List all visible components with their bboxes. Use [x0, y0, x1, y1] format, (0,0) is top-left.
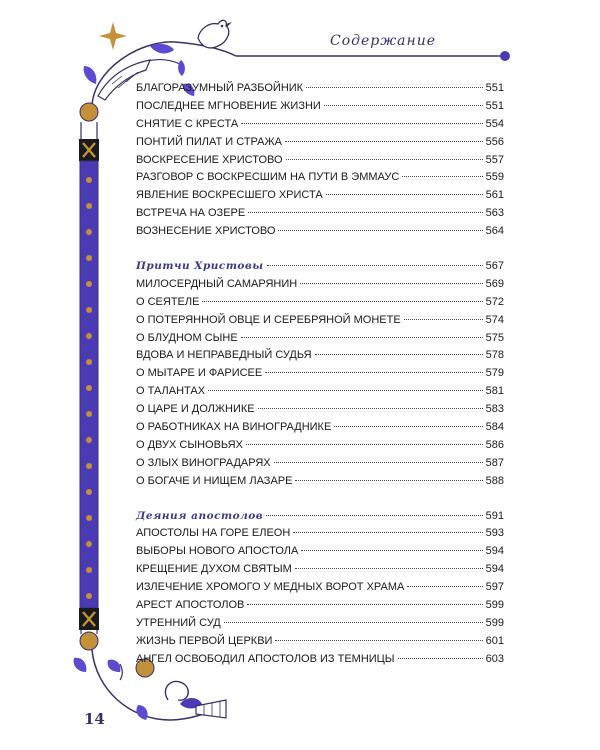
toc-entry-label: ВЫБОРЫ НОВОГО АПОСТОЛА [136, 545, 299, 558]
toc-leader-dots [402, 175, 482, 177]
toc-leader-dots [278, 229, 482, 231]
toc-leader-dots [293, 531, 482, 533]
toc-entry-label: О ЗЛЫХ ВИНОГРАДАРЯХ [136, 456, 271, 469]
star-icon [99, 22, 127, 50]
leaf-icon [136, 705, 147, 720]
leaf-icon [84, 66, 97, 84]
toc-leader-dots [334, 425, 482, 427]
toc-entry-label: АРЕСТ АПОСТОЛОВ [136, 599, 245, 612]
toc-entry-label: ПОСЛЕДНЕЕ МГНОВЕНИЕ ЖИЗНИ [136, 99, 321, 112]
toc-entry[interactable] [136, 543, 504, 561]
toc-leader-dots [407, 585, 482, 587]
toc-page-number: 587 [485, 456, 504, 469]
toc-leader-dots [324, 104, 483, 106]
toc-page-number: 572 [485, 295, 504, 308]
toc-entry[interactable] [136, 419, 504, 437]
toc-entry-label: О МЫТАРЕ И ФАРИСЕЕ [136, 367, 263, 380]
toc-entry[interactable] [136, 579, 504, 597]
toc-entry-label: О СЕЯТЕЛЕ [136, 295, 200, 308]
toc-entry-label: АПОСТОЛЫ НА ГОРЕ ЕЛЕОН [136, 527, 291, 540]
gold-bead-icon [80, 103, 98, 121]
swirl-icon [165, 681, 188, 700]
toc-entry[interactable] [136, 561, 504, 579]
toc-leader-dots [301, 549, 482, 551]
toc-entry-label: АНГЕЛ ОСВОБОДИЛ АПОСТОЛОВ ИЗ ТЕМНИЦЫ [136, 652, 395, 665]
section-gap [136, 491, 504, 508]
toc-entry-label: О ЦАРЕ И ДОЛЖНИКЕ [136, 403, 255, 416]
toc-page-number: 599 [485, 616, 504, 629]
toc-page-number: 557 [485, 153, 504, 166]
toc-leader-dots [248, 211, 482, 213]
toc-leader-dots [208, 389, 483, 391]
toc-entry[interactable] [136, 223, 504, 241]
toc-entry[interactable] [136, 525, 504, 543]
toc-leader-dots [266, 514, 482, 516]
toc-section-heading[interactable] [136, 508, 504, 526]
toc-leader-dots [202, 300, 482, 302]
toc-leader-dots [398, 657, 483, 659]
leaf-icon [178, 60, 185, 76]
toc-page-number: 567 [485, 260, 504, 273]
toc-entry[interactable] [136, 80, 504, 98]
table-of-contents [136, 80, 504, 669]
toc-entry-label: ВОЗНЕСЕНИЕ ХРИСТОВО [136, 225, 276, 238]
toc-leader-dots [275, 639, 482, 641]
toc-page-number: 603 [485, 652, 504, 665]
toc-entry-label: ВСТРЕЧА НА ОЗЕРЕ [136, 207, 246, 220]
toc-entry-label: РАЗГОВОР С ВОСКРЕСШИМ НА ПУТИ В ЭММАУС [136, 171, 400, 184]
toc-entry-label: О ТАЛАНТАХ [136, 385, 206, 398]
toc-page-number: 588 [485, 474, 504, 487]
toc-entry[interactable] [136, 152, 504, 170]
toc-page-number: 554 [485, 117, 504, 130]
toc-entry[interactable] [136, 651, 504, 669]
toc-page-number: 597 [485, 581, 504, 594]
toc-leader-dots [274, 461, 483, 463]
toc-leader-dots [300, 282, 482, 284]
toc-leader-dots [315, 353, 483, 355]
toc-leader-dots [326, 193, 483, 195]
toc-page-number: 594 [485, 545, 504, 558]
toc-page-number: 575 [485, 331, 504, 344]
toc-page-number: 601 [485, 634, 504, 647]
toc-entry[interactable] [136, 597, 504, 615]
page-header-title: Содержание [330, 33, 437, 49]
toc-entry-label: КРЕЩЕНИЕ ДУХОМ СВЯТЫМ [136, 563, 292, 576]
leaf-icon [150, 44, 174, 54]
toc-page-number: 564 [485, 225, 504, 238]
toc-entry[interactable] [136, 365, 504, 383]
toc-entry[interactable] [136, 276, 504, 294]
toc-leader-dots [247, 603, 482, 605]
toc-entry[interactable] [136, 205, 504, 223]
toc-entry-label: ВДОВА И НЕПРАВЕДНЫЙ СУДЬЯ [136, 349, 312, 362]
section-gap [136, 241, 504, 258]
toc-entry-label: О ПОТЕРЯННОЙ ОВЦЕ И СЕРЕБРЯНОЙ МОНЕТЕ [136, 313, 401, 326]
toc-page-number: 569 [485, 277, 504, 290]
leaf-icon [108, 660, 121, 672]
toc-heading-label: Деяния апостолов [136, 509, 264, 522]
toc-section-heading[interactable] [136, 258, 504, 276]
bird-icon [198, 20, 232, 48]
toc-entry-label: БЛАГОРАЗУМНЫЙ РАЗБОЙНИК [136, 82, 304, 94]
blue-band [80, 161, 98, 608]
toc-leader-dots [265, 371, 482, 373]
toc-leader-dots [241, 336, 483, 338]
toc-entry-label: О БОГАЧЕ И НИЩЕМ ЛАЗАРЕ [136, 474, 293, 487]
toc-page-number: 591 [485, 509, 504, 522]
toc-leader-dots [295, 567, 483, 569]
toc-entry[interactable] [136, 347, 504, 365]
toc-entry[interactable] [136, 169, 504, 187]
toc-page-number: 599 [485, 599, 504, 612]
toc-page-number: 574 [485, 313, 504, 326]
toc-entry-label: ЖИЗНЬ ПЕРВОЙ ЦЕРКВИ [136, 634, 273, 647]
toc-leader-dots [404, 318, 483, 320]
toc-entry[interactable] [136, 633, 504, 651]
toc-leader-dots [246, 443, 483, 445]
toc-leader-dots [285, 140, 483, 142]
toc-page-number: 593 [485, 527, 504, 540]
toc-entry[interactable] [136, 134, 504, 152]
toc-entry[interactable] [136, 98, 504, 116]
toc-entry-label: УТРЕННИЙ СУД [136, 616, 221, 629]
toc-entry[interactable] [136, 437, 504, 455]
toc-entry-label: ИЗЛЕЧЕНИЕ ХРОМОГО У МЕДНЫХ ВОРОТ ХРАМА [136, 581, 405, 594]
toc-entry[interactable] [136, 401, 504, 419]
toc-page-number: 578 [485, 349, 504, 362]
toc-page-number: 559 [485, 171, 504, 184]
toc-page-number: 586 [485, 438, 504, 451]
toc-leader-dots [258, 407, 483, 409]
toc-leader-dots [267, 264, 483, 266]
toc-entry[interactable] [136, 312, 504, 330]
toc-page-number: 563 [485, 207, 504, 220]
toc-entry-label: ЯВЛЕНИЕ ВОСКРЕСШЕГО ХРИСТА [136, 189, 323, 202]
toc-page-number: 561 [485, 189, 504, 202]
header-rule-dot-icon [500, 51, 510, 61]
toc-entry-label: ВОСКРЕСЕНИЕ ХРИСТОВО [136, 153, 283, 166]
toc-entry-label: СНЯТИЕ С КРЕСТА [136, 117, 239, 130]
toc-leader-dots [295, 479, 482, 481]
page-number: 14 [84, 710, 105, 728]
gold-bead-icon [80, 632, 98, 650]
toc-entry[interactable] [136, 455, 504, 473]
toc-page-number: 583 [485, 403, 504, 416]
toc-page-number: 551 [485, 82, 504, 94]
toc-leader-dots [286, 158, 483, 160]
toc-page-number: 594 [485, 563, 504, 576]
toc-entry[interactable] [136, 615, 504, 633]
toc-page-number: 551 [485, 99, 504, 112]
toc-leader-dots [241, 122, 482, 124]
toc-page-number: 581 [485, 385, 504, 398]
toc-entry-label: ПОНТИЙ ПИЛАТ И СТРАЖА [136, 135, 282, 148]
toc-page-number: 584 [485, 421, 504, 434]
toc-entry[interactable] [136, 330, 504, 348]
toc-leader-dots [224, 621, 483, 623]
toc-page-number: 579 [485, 367, 504, 380]
toc-entry-label: О ДВУХ СЫНОВЬЯХ [136, 438, 243, 451]
toc-page-number: 556 [485, 135, 504, 148]
toc-heading-label: Притчи Христовы [136, 260, 264, 273]
toc-entry[interactable] [136, 383, 504, 401]
toc-entry[interactable] [136, 294, 504, 312]
leaf-icon [74, 658, 87, 672]
toc-entry-label: О РАБОТНИКАХ НА ВИНОГРАДНИКЕ [136, 421, 332, 434]
toc-leader-dots [306, 86, 483, 88]
toc-entry[interactable] [136, 473, 504, 491]
toc-entry-label: О БЛУДНОМ СЫНЕ [136, 331, 238, 344]
toc-entry[interactable] [136, 187, 504, 205]
toc-entry[interactable] [136, 116, 504, 134]
toc-entry-label: МИЛОСЕРДНЫЙ САМАРЯНИН [136, 277, 298, 290]
